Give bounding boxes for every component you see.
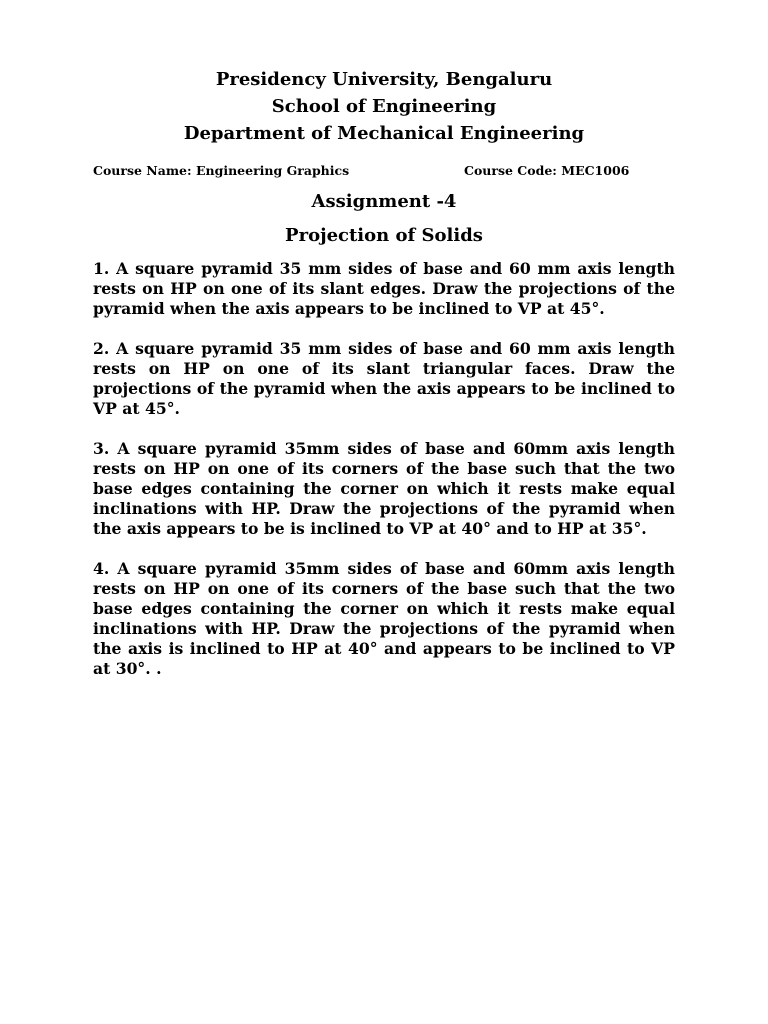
question-3: 3. A square pyramid 35mm sides of base and 60mm axis length rests on HP on one of its corners of the base such that the two base edges containing the corner on which it rests make equal inclinations with HP. Draw the projections of the pyramid when the axis appears to be is inclined to VP at 40° and to HP at 35°. bbox=[93, 439, 675, 538]
school-name: School of Engineering bbox=[271, 96, 497, 117]
document-header bbox=[0, 66, 768, 147]
question-1: 1. A square pyramid 35 mm sides of base and 60 mm axis length rests on HP on one of its slant edges. Draw the projections of the pyramid when the axis appears to be inclined to VP at 45°. bbox=[93, 259, 675, 318]
course-name: Course Name: Engineering Graphics bbox=[93, 163, 350, 178]
university-name: Presidency University, Bengaluru bbox=[215, 69, 553, 90]
question-list bbox=[93, 259, 675, 699]
question-4: 4. A square pyramid 35mm sides of base and 60mm axis length rests on HP on one of its corners of the base such that the two base edges containing the corner on which it rests make equal inclinations with HP. Draw the projections of the pyramid when the axis is inclined to HP at 40° and appears to be inclined to VP at 30°. . bbox=[93, 559, 675, 678]
assignment-topic: Projection of Solids bbox=[285, 225, 483, 246]
department-name: Department of Mechanical Engineering bbox=[183, 123, 585, 144]
assignment-title: Assignment -4 bbox=[311, 191, 457, 212]
question-2: 2. A square pyramid 35 mm sides of base and 60 mm axis length rests on HP on one of its slant triangular faces. Draw the projections of the pyramid when the axis appears to be inclined to VP at 45°. bbox=[93, 339, 675, 418]
course-code: Course Code: MEC1006 bbox=[464, 163, 630, 178]
